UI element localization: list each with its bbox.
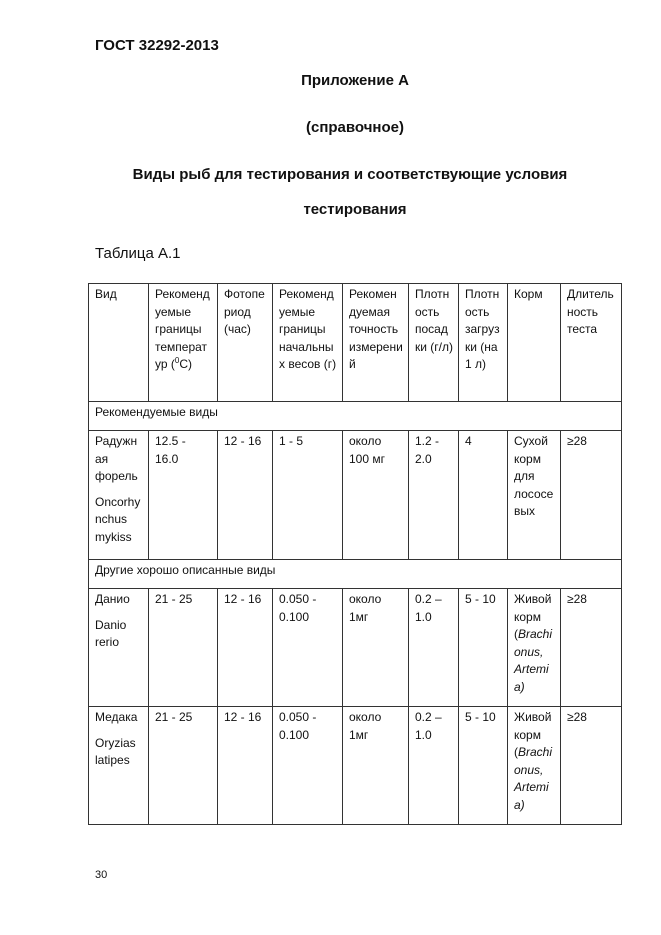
appendix-heading-line1: Виды рыб для тестирования и соответствующие условия	[132, 166, 568, 183]
appendix-heading-line2: тестирования	[303, 201, 407, 218]
species-latin: Danio rerio	[95, 617, 127, 649]
section-title: Рекомендуемые виды	[89, 402, 622, 431]
species-cell	[89, 589, 149, 707]
weight-cell: 1 - 5	[273, 431, 343, 560]
accuracy-cell: около 1мг	[343, 589, 409, 707]
species-latin: Oryzias latipes	[95, 735, 136, 767]
col-header-temperature: Рекомендуемые границы температур ($^0$С)	[149, 284, 218, 402]
weight-cell: 0.050 - 0.100	[273, 707, 343, 825]
table-row	[89, 589, 622, 707]
accuracy-cell: около 1мг	[343, 707, 409, 825]
appendix-title: Приложение А	[301, 72, 409, 89]
accuracy-cell: около 100 мг	[343, 431, 409, 560]
species-cell	[89, 707, 149, 825]
species-name: Радужная форель	[95, 434, 138, 483]
stocking-density-cell: 1.2 - 2.0	[409, 431, 459, 560]
feed-species-italic: Brachionus, Artemia)	[514, 627, 553, 694]
species-cell	[89, 431, 149, 560]
loading-cell: 5 - 10	[459, 589, 508, 707]
table-row	[89, 431, 622, 560]
feed-cell	[508, 589, 561, 707]
fish-species-table	[88, 283, 622, 825]
stocking-density-cell: 0.2 – 1.0	[409, 589, 459, 707]
col-header-accuracy: Рекомендуемая точность измерений	[343, 284, 409, 402]
duration-cell: ≥28	[561, 707, 622, 825]
page-number: 30	[95, 869, 108, 881]
col-header-loading: Плотность загрузки (на 1 л)	[459, 284, 508, 402]
species-name: Медака	[95, 710, 138, 724]
section-row-other	[89, 560, 622, 589]
species-name: Данио	[95, 592, 130, 606]
loading-cell: 5 - 10	[459, 707, 508, 825]
standard-code: ГОСТ 32292-2013	[95, 37, 219, 54]
stocking-density-cell: 0.2 – 1.0	[409, 707, 459, 825]
col-header-duration: Длительность теста	[561, 284, 622, 402]
table-header-row	[89, 284, 622, 402]
weight-cell: 0.050 - 0.100	[273, 589, 343, 707]
photoperiod-cell: 12 - 16	[218, 589, 273, 707]
table-caption: Таблица А.1	[95, 245, 181, 262]
temperature-cell: 12.5 - 16.0	[149, 431, 218, 560]
table-row	[89, 707, 622, 825]
feed-text: Живой корм (	[514, 710, 552, 759]
section-title: Другие хорошо описанные виды	[89, 560, 622, 589]
feed-cell: Сухой корм для лососевых	[508, 431, 561, 560]
duration-cell: ≥28	[561, 589, 622, 707]
col-header-species: Вид	[89, 284, 149, 402]
loading-cell: 4	[459, 431, 508, 560]
col-header-feed: Корм	[508, 284, 561, 402]
section-row-recommended	[89, 402, 622, 431]
col-header-stocking-density: Плотность посадки (г/л)	[409, 284, 459, 402]
photoperiod-cell: 12 - 16	[218, 431, 273, 560]
col-header-photoperiod: Фотопериод (час)	[218, 284, 273, 402]
temperature-cell: 21 - 25	[149, 707, 218, 825]
appendix-note: (справочное)	[306, 119, 404, 136]
temperature-cell: 21 - 25	[149, 589, 218, 707]
feed-text: Живой корм (	[514, 592, 552, 641]
duration-cell: ≥28	[561, 431, 622, 560]
feed-species-italic: Brachionus, Artemia)	[514, 745, 553, 812]
species-latin: Oncorhynchus mykiss	[95, 494, 141, 544]
col-header-weight: Рекомендуемые границы начальных весов (г)	[273, 284, 343, 402]
photoperiod-cell: 12 - 16	[218, 707, 273, 825]
feed-cell	[508, 707, 561, 825]
